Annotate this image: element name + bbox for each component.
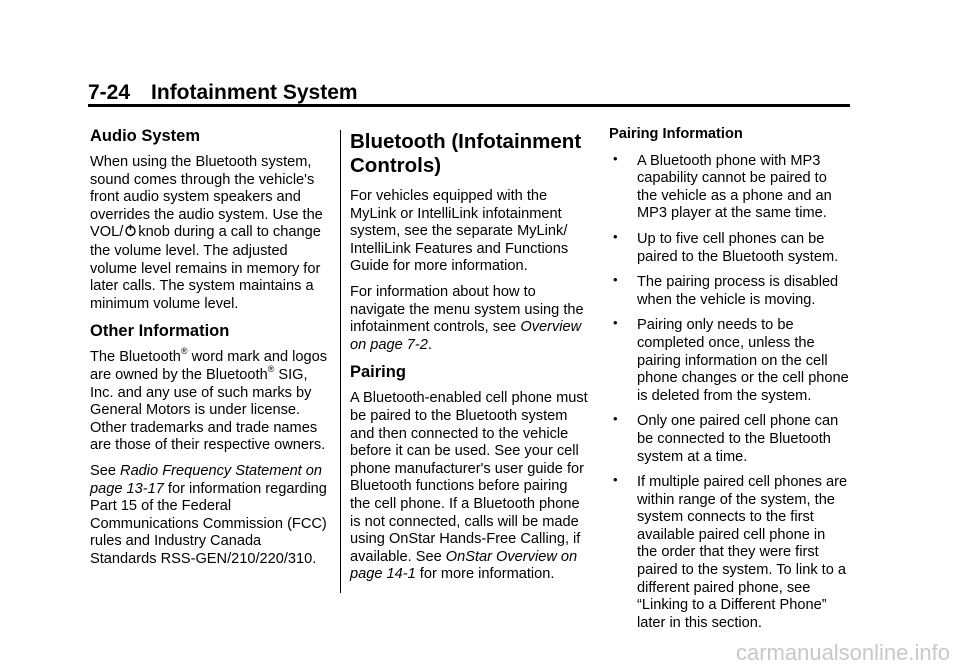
middle-column xyxy=(350,126,590,592)
pairing-information-list xyxy=(609,150,849,633)
audio-system-paragraph: When using the Bluetooth system, sound comes through the vehicle's front audio system speakers and overrides the audio system. Use the VOL/ knob during a call to change the volume level. The adjusted volume level remains in memory for later calls. The system maintains a minimum volume level. xyxy=(90,154,323,312)
header-rule xyxy=(88,104,850,107)
other-information-paragraph: The Bluetooth® word mark and logos are owned by the Bluetooth® SIG, Inc. and any use of such marks by General Motors is under license. Other trademarks and trade names are those of their respective owners. xyxy=(90,346,328,454)
audio-system-heading: Audio System xyxy=(90,127,201,145)
bluetooth-section-heading: Bluetooth (Infotainment Controls) xyxy=(350,130,582,177)
bullet-icon: • xyxy=(613,472,618,488)
bullet-icon: • xyxy=(613,272,618,288)
watermark: carmanualsonline.info xyxy=(735,640,950,665)
page-number: 7-24 xyxy=(88,81,131,104)
other-information-heading: Other Information xyxy=(90,322,230,341)
list-item: • If multiple paired cell phones are within range of the system, the system connects to the first available paired cell phone in the order that they were first paired to the system. To link to a different paired phone, see “Linking to a Different Phone” later in this section. xyxy=(613,472,848,631)
bullet-icon: • xyxy=(613,315,618,331)
see-reference-paragraph: See Radio Frequency Statement on page 13-17 for information regarding Part 15 of the Federal Communications Commission (FCC) rules and Industry Canada Standards RSS-GEN/210/220/310. xyxy=(90,462,327,567)
radio-frequency-link[interactable]: Radio Frequency Statement on page 13-17 xyxy=(90,462,323,497)
page-header xyxy=(88,80,358,106)
registered-mark: ® xyxy=(267,364,275,375)
pairing-heading: Pairing xyxy=(350,363,406,382)
page-title: Infotainment System xyxy=(151,81,358,104)
navigate-paragraph: For information about how to navigate the menu system using the infotainment controls, see Overview on page 7-2. xyxy=(350,283,584,353)
list-item: • The pairing process is disabled when the vehicle is moving. xyxy=(613,272,839,308)
onstar-overview-link[interactable]: OnStar Overview on page 14-1 xyxy=(350,548,578,583)
bullet-icon: • xyxy=(613,150,618,166)
pairing-paragraph: A Bluetooth-enabled cell phone must be paired to the Bluetooth system and then connected to the vehicle before it can be used. See your cell phone manufacturer's user guide for Bluetooth functions before pairing the cell phone. If a Bluetooth phone is not connected, calls will be made using OnStar Hands-Free Calling, if available. See OnStar Overview on page 14-1 for more information. xyxy=(350,390,588,583)
right-column xyxy=(609,126,849,640)
bullet-icon: • xyxy=(613,228,618,244)
power-knob-icon xyxy=(125,224,136,243)
column-divider xyxy=(340,130,341,593)
list-item: • Only one paired cell phone can be connected to the Bluetooth system at a time. xyxy=(613,411,839,465)
overview-link[interactable]: Overview on page 7-2 xyxy=(350,319,582,353)
list-item: • Pairing only needs to be completed once, unless the pairing information on the cell phone changes or the cell phone is deleted from the system. xyxy=(613,315,849,404)
list-item: • A Bluetooth phone with MP3 capability cannot be paired to the vehicle as a phone and an MP3 player at the same time. xyxy=(613,150,832,222)
pairing-information-label: Pairing Information xyxy=(609,126,743,142)
list-item: • Up to five cell phones can be paired to the Bluetooth system. xyxy=(613,228,839,265)
bullet-icon: • xyxy=(613,411,618,427)
mylink-paragraph: For vehicles equipped with the MyLink or IntelliLink infotainment system, see the separate MyLink/ IntelliLink Features and Functions Guide for more information. xyxy=(350,188,569,275)
left-column xyxy=(90,126,330,576)
registered-mark: ® xyxy=(180,346,188,357)
